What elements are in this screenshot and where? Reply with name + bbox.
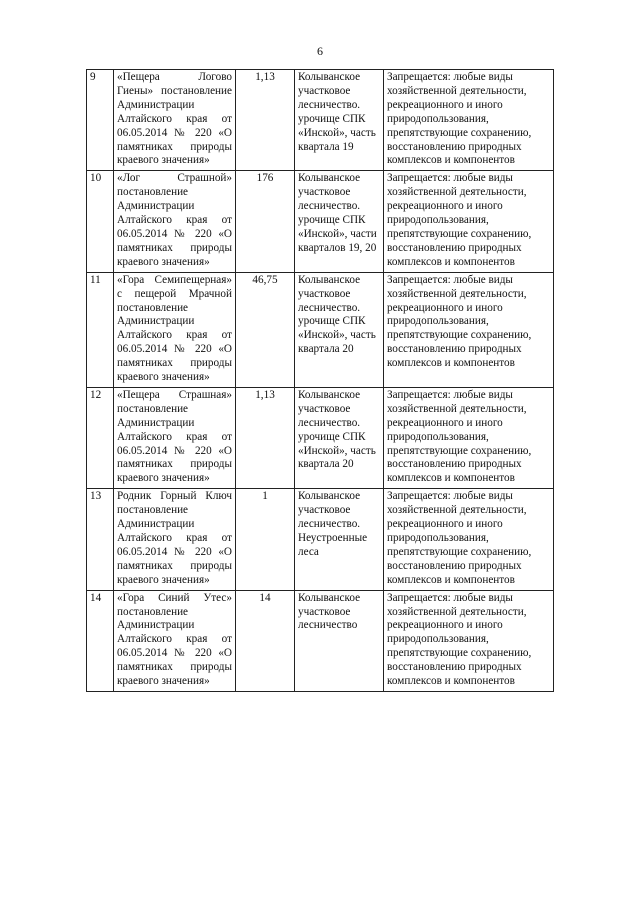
regime-text: Запрещается: любые виды хозяйственной деятельности, рекреационного и иного природопользования, препятствующие сохранению, восстановлению природных комплексов и компонентов: [384, 387, 554, 488]
regime-text: Запрещается: любые виды хозяйственной деятельности, рекреационного и иного природопользования, препятствующие сохранению, восстановлению природных комплексов и компонентов: [384, 171, 554, 272]
page-number: 6: [317, 44, 323, 58]
row-number: 14: [87, 590, 114, 691]
regime-text: Запрещается: любые виды хозяйственной деятельности, рекреационного и иного природопользования, препятствующие сохранению, восстановлению природных комплексов и компонентов: [384, 70, 554, 171]
row-number: 12: [87, 387, 114, 488]
location-text: Колыванское участковое лесничество. урочище СПК «Инской», часть квартала 19: [295, 70, 384, 171]
row-number: 13: [87, 489, 114, 590]
table-row: [87, 70, 554, 171]
monument-name: «Гора Синий Утес» постановление Администрации Алтайского края от 06.05.2014 № 220 «О памятниках природы краевого значения»: [114, 590, 236, 691]
table-row: [87, 272, 554, 387]
table-row: [87, 489, 554, 590]
location-text: Колыванское участковое лесничество. урочище СПК «Инской», часть квартала 20: [295, 387, 384, 488]
area-value: 1,13: [236, 70, 295, 171]
area-value: 1: [236, 489, 295, 590]
location-text: Колыванское участковое лесничество. урочище СПК «Инской», часть квартала 20: [295, 272, 384, 387]
table-row: [87, 387, 554, 488]
table-row: [87, 590, 554, 691]
monument-name: «Пещера Страшная» постановление Администрации Алтайского края от 06.05.2014 № 220 «О памятниках природы краевого значения»: [114, 387, 236, 488]
row-number: 10: [87, 171, 114, 272]
monument-name: Родник Горный Ключ постановление Администрации Алтайского края от 06.05.2014 № 220 «О памятниках природы краевого значения»: [114, 489, 236, 590]
row-number: 9: [87, 70, 114, 171]
regime-text: Запрещается: любые виды хозяйственной деятельности, рекреационного и иного природопользования, препятствующие сохранению, восстановлению природных комплексов и компонентов: [384, 590, 554, 691]
area-value: 46,75: [236, 272, 295, 387]
location-text: Колыванское участковое лесничество: [295, 590, 384, 691]
natural-monuments-table: [86, 69, 554, 692]
monument-name: «Лог Страшной» постановление Администрации Алтайского края от 06.05.2014 № 220 «О памятниках природы краевого значения»: [114, 171, 236, 272]
regime-text: Запрещается: любые виды хозяйственной деятельности, рекреационного и иного природопользования, препятствующие сохранению, восстановлению природных комплексов и компонентов: [384, 489, 554, 590]
regime-text: Запрещается: любые виды хозяйственной деятельности, рекреационного и иного природопользования, препятствующие сохранению, восстановлению природных комплексов и компонентов: [384, 272, 554, 387]
table-row: [87, 171, 554, 272]
area-value: 14: [236, 590, 295, 691]
monument-name: «Гора Семипещерная» с пещерой Мрачной постановление Администрации Алтайского края от 06.05.2014 № 220 «О памятниках природы краевого значения»: [114, 272, 236, 387]
area-value: 1,13: [236, 387, 295, 488]
location-text: Колыванское участковое лесничество. Неустроенные леса: [295, 489, 384, 590]
monument-name: «Пещера Логово Гиены» постановление Администрации Алтайского края от 06.05.2014 № 220 «О памятниках природы краевого значения»: [114, 70, 236, 171]
location-text: Колыванское участковое лесничество. урочище СПК «Инской», части кварталов 19, 20: [295, 171, 384, 272]
row-number: 11: [87, 272, 114, 387]
area-value: 176: [236, 171, 295, 272]
